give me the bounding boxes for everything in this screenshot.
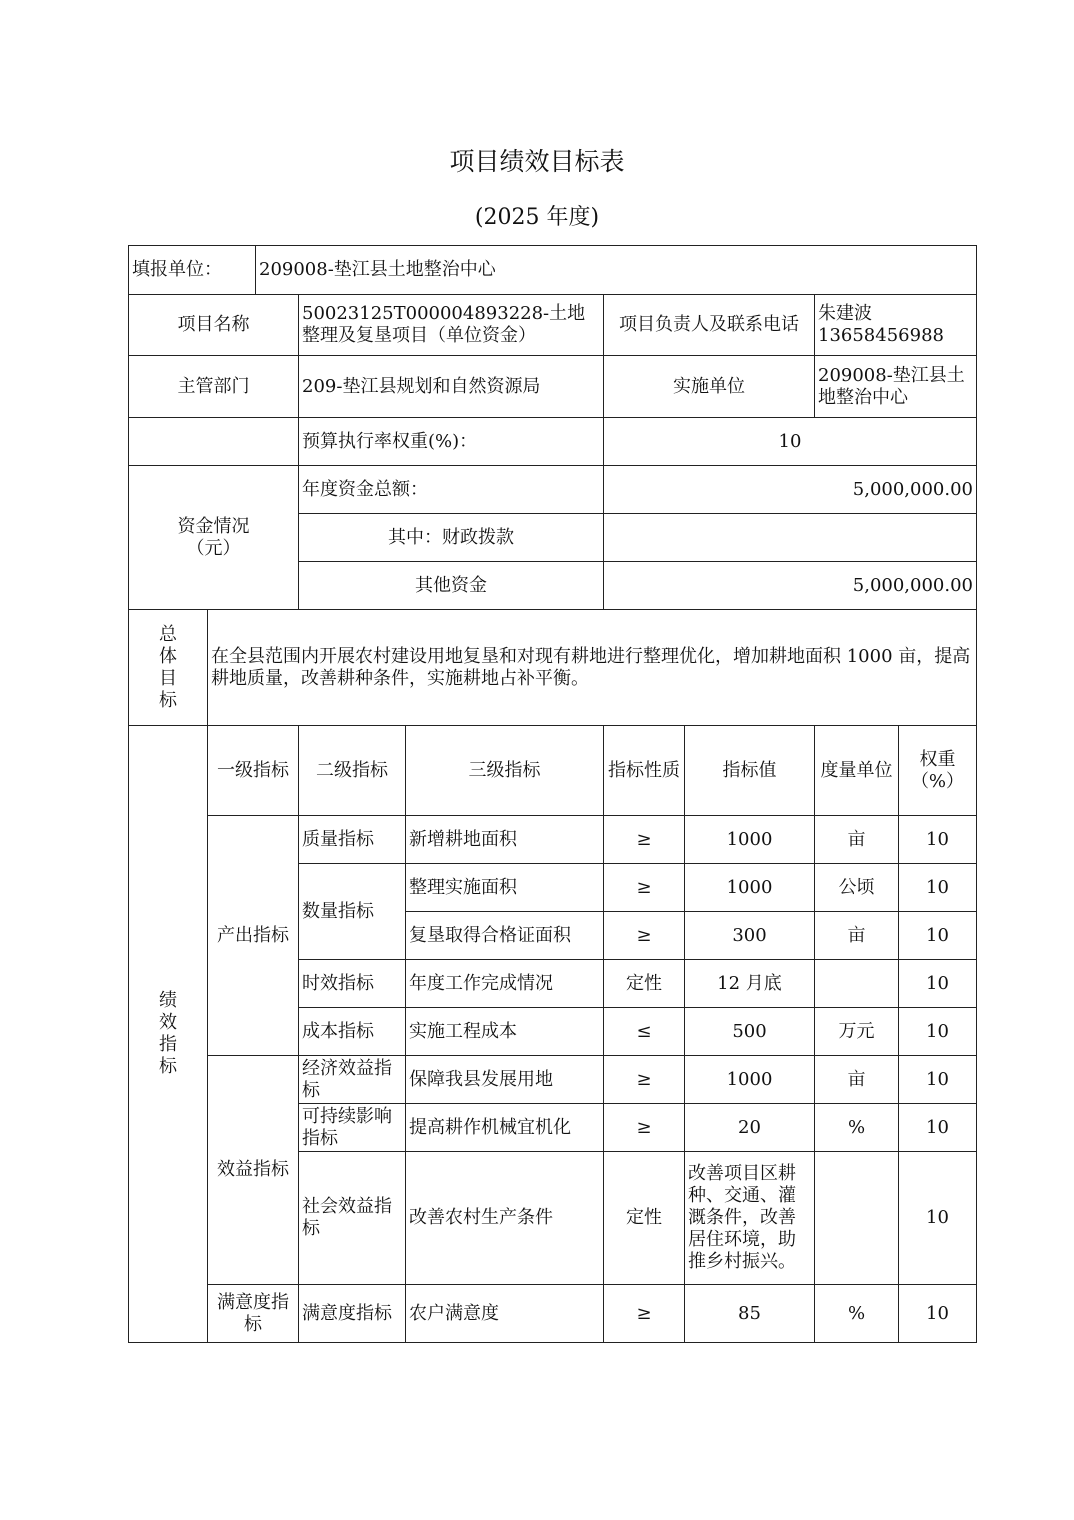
funds-total-row <box>129 466 977 514</box>
indicator-unit: 亩 <box>815 1056 899 1104</box>
indicator-label-char: 指 <box>159 1034 177 1055</box>
goal-label <box>129 610 208 726</box>
funds-label-line1: 资金情况 <box>177 515 250 537</box>
goal-text: 在全县范围内开展农村建设用地复垦和对现有耕地进行整理优化，增加耕地面积 1000 亩，提高耕地质量，改善耕种条件，实施耕地占补平衡。 <box>208 610 977 726</box>
indicator-unit: 万元 <box>815 1008 899 1056</box>
funds-total-label: 年度资金总额： <box>299 466 604 514</box>
indicator-name: 实施工程成本 <box>406 1008 604 1056</box>
level2-cost: 成本指标 <box>299 1008 406 1056</box>
header-level3: 三级指标 <box>406 726 604 816</box>
project-name-label: 项目名称 <box>129 295 299 356</box>
indicator-unit: 亩 <box>815 816 899 864</box>
goal-label-char: 总 <box>159 623 177 645</box>
header-weight: 权重（%） <box>899 726 977 816</box>
indicator-value: 20 <box>685 1104 815 1152</box>
indicator-weight: 10 <box>899 912 977 960</box>
indicator-nature: ≥ <box>604 816 685 864</box>
indicator-weight: 10 <box>899 1285 977 1343</box>
level2-social: 社会效益指标 <box>299 1152 406 1285</box>
level1-satisfaction: 满意度指标 <box>208 1285 299 1343</box>
header-unit: 度量单位 <box>815 726 899 816</box>
indicator-value: 12 月底 <box>685 960 815 1008</box>
budget-weight-row <box>129 418 977 466</box>
budget-weight-empty <box>129 418 299 466</box>
indicator-section-label <box>129 726 208 1343</box>
dept-row <box>129 356 977 418</box>
funds-fiscal-value <box>604 514 977 562</box>
indicator-value: 1000 <box>685 1056 815 1104</box>
indicator-name: 整理实施面积 <box>406 864 604 912</box>
level2-sustainable: 可持续影响指标 <box>299 1104 406 1152</box>
indicator-value: 300 <box>685 912 815 960</box>
indicator-name: 新增耕地面积 <box>406 816 604 864</box>
goal-label-char: 标 <box>159 689 177 711</box>
indicator-label-char: 绩 <box>159 990 177 1011</box>
level1-output: 产出指标 <box>208 816 299 1056</box>
indicator-weight: 10 <box>899 864 977 912</box>
indicator-unit: 亩 <box>815 912 899 960</box>
indicator-nature: 定性 <box>604 960 685 1008</box>
indicator-name: 农户满意度 <box>406 1285 604 1343</box>
indicator-weight: 10 <box>899 1104 977 1152</box>
indicator-label-char: 效 <box>159 1012 177 1033</box>
indicator-nature: ≤ <box>604 1008 685 1056</box>
indicator-name: 复垦取得合格证面积 <box>406 912 604 960</box>
indicator-name: 年度工作完成情况 <box>406 960 604 1008</box>
table-row <box>129 1056 977 1104</box>
indicator-weight: 10 <box>899 960 977 1008</box>
goal-row <box>129 610 977 726</box>
header-value: 指标值 <box>685 726 815 816</box>
indicator-nature: ≥ <box>604 1056 685 1104</box>
indicator-value: 1000 <box>685 816 815 864</box>
unit-value: 209008-垫江县土地整治中心 <box>256 246 977 295</box>
indicator-value: 85 <box>685 1285 815 1343</box>
leader-label: 项目负责人及联系电话 <box>604 295 815 356</box>
goal-label-char: 体 <box>159 645 177 667</box>
leader-name: 朱建波 <box>818 303 872 324</box>
indicator-unit <box>815 1152 899 1285</box>
table-row <box>129 816 977 864</box>
impl-value: 209008-垫江县土地整治中心 <box>815 356 977 418</box>
indicator-name: 改善农村生产条件 <box>406 1152 604 1285</box>
indicator-nature: ≥ <box>604 864 685 912</box>
funds-total-value: 5,000,000.00 <box>604 466 977 514</box>
unit-row <box>129 246 977 295</box>
leader-phone: 13658456988 <box>818 325 944 346</box>
indicator-weight: 10 <box>899 816 977 864</box>
indicator-unit: 公顷 <box>815 864 899 912</box>
indicator-unit <box>815 960 899 1008</box>
indicator-weight: 10 <box>899 1056 977 1104</box>
unit-label: 填报单位： <box>129 246 256 295</box>
performance-target-table <box>128 245 977 1343</box>
funds-other-label: 其他资金 <box>299 562 604 610</box>
budget-weight-label: 预算执行率权重(%)： <box>299 418 604 466</box>
dept-label: 主管部门 <box>129 356 299 418</box>
funds-other-value: 5,000,000.00 <box>604 562 977 610</box>
level2-quantity: 数量指标 <box>299 864 406 960</box>
goal-label-char: 目 <box>159 667 177 689</box>
project-name-row <box>129 295 977 356</box>
indicator-nature: ≥ <box>604 1285 685 1343</box>
indicator-weight: 10 <box>899 1152 977 1285</box>
indicator-unit: % <box>815 1104 899 1152</box>
dept-value: 209-垫江县规划和自然资源局 <box>299 356 604 418</box>
funds-label-line2: （元） <box>186 537 241 559</box>
funds-label <box>129 466 299 610</box>
table-row <box>129 1285 977 1343</box>
header-level2: 二级指标 <box>299 726 406 816</box>
indicator-value: 改善项目区耕种、交通、灌溉条件，改善居住环境，助推乡村振兴。 <box>685 1152 815 1285</box>
project-name-value: 50023125T000004893228-土地整理及复垦项目（单位资金） <box>299 295 604 356</box>
funds-fiscal-label: 其中：财政拨款 <box>299 514 604 562</box>
indicator-weight: 10 <box>899 1008 977 1056</box>
level2-timeliness: 时效指标 <box>299 960 406 1008</box>
level2-satisfaction: 满意度指标 <box>299 1285 406 1343</box>
indicator-unit: % <box>815 1285 899 1343</box>
header-level1: 一级指标 <box>208 726 299 816</box>
impl-label: 实施单位 <box>604 356 815 418</box>
indicator-label-char: 标 <box>159 1056 177 1077</box>
indicator-name: 保障我县发展用地 <box>406 1056 604 1104</box>
budget-weight-value: 10 <box>604 418 977 466</box>
indicator-header-row <box>129 726 977 816</box>
indicator-value: 500 <box>685 1008 815 1056</box>
page-title: 项目绩效目标表 <box>449 147 625 176</box>
header-nature: 指标性质 <box>604 726 685 816</box>
indicator-nature: 定性 <box>604 1152 685 1285</box>
indicator-value: 1000 <box>685 864 815 912</box>
indicator-nature: ≥ <box>604 912 685 960</box>
level2-economic: 经济效益指标 <box>299 1056 406 1104</box>
page-subtitle-year: (2025 年度) <box>474 205 600 230</box>
indicator-name: 提高耕作机械宜机化 <box>406 1104 604 1152</box>
indicator-nature: ≥ <box>604 1104 685 1152</box>
level2-quality: 质量指标 <box>299 816 406 864</box>
leader-contact <box>815 295 977 356</box>
level1-benefit: 效益指标 <box>208 1056 299 1285</box>
